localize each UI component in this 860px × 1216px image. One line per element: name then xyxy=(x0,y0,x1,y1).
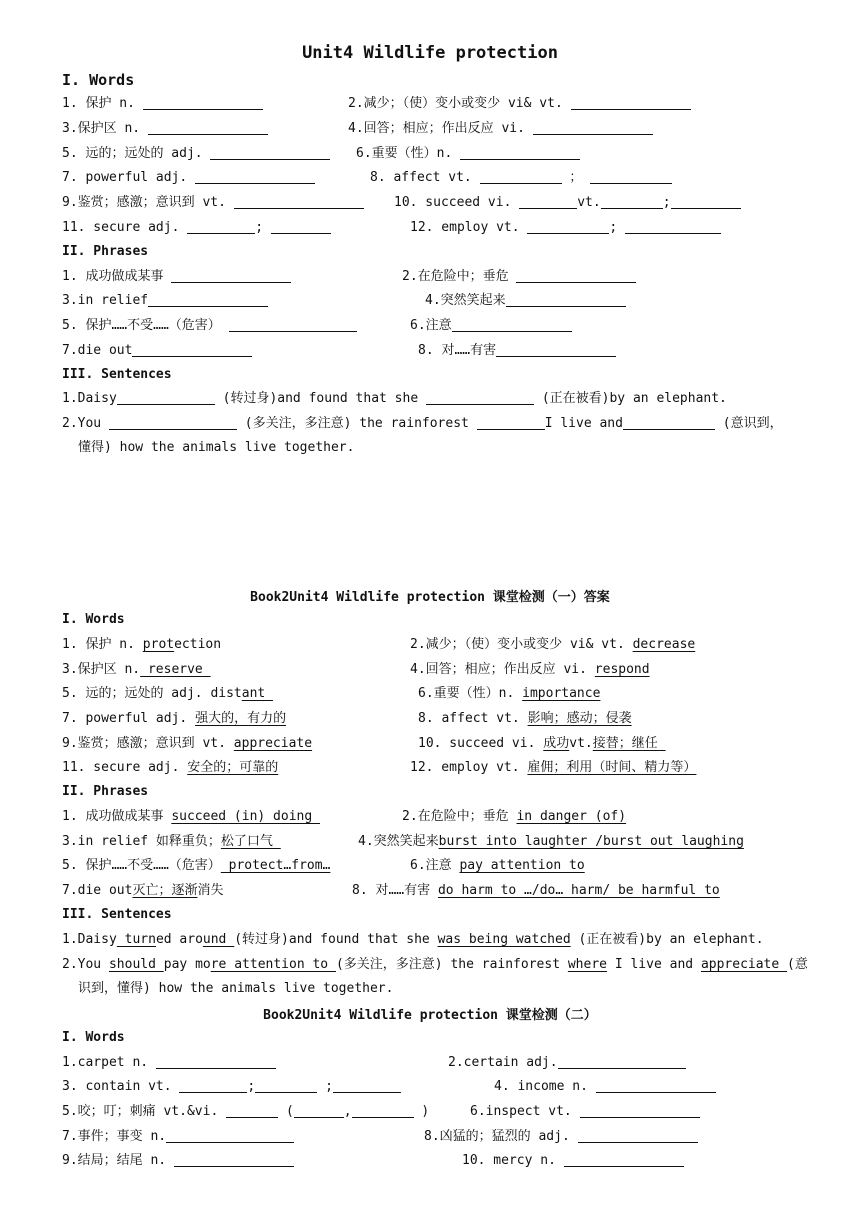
word-item-10: 10. succeed vi. vt. ; xyxy=(394,193,741,213)
answer-phrase-1: 1. 成功做成某事 succeed (in) doing xyxy=(62,809,321,824)
answer-blank[interactable] xyxy=(571,95,691,110)
part2-words-heading: I. Words xyxy=(62,1030,125,1045)
answer-word-11: 11. secure adj. 安全的；可靠的 xyxy=(62,760,279,775)
answer-word-7: 7. powerful adj. 强大的，有力的 xyxy=(62,711,287,726)
answer-blank[interactable] xyxy=(623,415,715,430)
answer-blank[interactable] xyxy=(255,1078,317,1093)
answer-blank[interactable] xyxy=(460,145,580,160)
answer-blank[interactable] xyxy=(352,1103,414,1118)
word-item-8: 8. affect vt. ； xyxy=(370,168,672,188)
answer-blank[interactable] xyxy=(179,1078,247,1093)
answer-blank[interactable] xyxy=(580,1103,700,1118)
part2-word-8: 8.凶猛的；猛烈的 adj. xyxy=(424,1127,698,1147)
phrase-item-4: 4.突然笑起来 xyxy=(425,291,626,311)
word-item-7: 7. powerful adj. xyxy=(62,168,315,188)
answer-blank[interactable] xyxy=(132,342,252,357)
phrase-item-8: 8. 对……有害 xyxy=(418,341,616,361)
part2-word-7: 7.事件；事变 n. xyxy=(62,1127,294,1147)
answer-blank[interactable] xyxy=(625,219,721,234)
word-item-3: 3.保护区 n. xyxy=(62,119,268,139)
phrase-item-2: 2.在危险中；垂危 xyxy=(402,267,636,287)
answer-word-1: 1. 保护 n. protection xyxy=(62,637,222,652)
answer-sentence-2-continued: 识到，懂得) how the animals live together. xyxy=(78,981,394,996)
answer-blank[interactable] xyxy=(564,1152,684,1167)
answer-blank[interactable] xyxy=(171,268,291,283)
answer-blank[interactable] xyxy=(148,292,268,307)
answer-phrase-2: 2.在危险中；垂危 in danger (of) xyxy=(402,809,627,824)
answers-sentences-heading: III. Sentences xyxy=(62,907,172,922)
answer-blank[interactable] xyxy=(229,317,357,332)
answer-blank[interactable] xyxy=(174,1152,294,1167)
answer-phrase-6: 6.注意 pay attention to xyxy=(410,858,585,873)
part2-heading: Book2Unit4 Wildlife protection 课堂检测（二） xyxy=(263,1008,597,1023)
answer-blank[interactable] xyxy=(148,120,268,135)
answer-blank[interactable] xyxy=(533,120,653,135)
answer-word-3: 3.保护区 n. reserve xyxy=(62,662,211,677)
word-item-11: 11. secure adj. ; xyxy=(62,218,331,238)
part2-word-2: 2.certain adj. xyxy=(448,1053,686,1073)
answer-blank[interactable] xyxy=(294,1103,344,1118)
answer-blank[interactable] xyxy=(496,342,616,357)
word-item-4: 4.回答；相应；作出反应 vi. xyxy=(348,119,653,139)
answer-blank[interactable] xyxy=(195,169,315,184)
answer-blank[interactable] xyxy=(590,169,672,184)
answer-sentence-2: 2.You should pay more attention to (多关注，多注意) the rainforest where I live and appreciate (意 xyxy=(62,957,808,972)
answer-word-2: 2.减少；（使）变小或变少 vi& vt. decrease xyxy=(410,637,696,652)
answer-blank[interactable] xyxy=(226,1103,278,1118)
answer-blank[interactable] xyxy=(671,194,741,209)
answer-blank[interactable] xyxy=(452,317,572,332)
answer-word-8: 8. affect vt. 影响；感动；侵袭 xyxy=(418,711,632,726)
answer-phrase-5: 5. 保护……不受……（危害） protect…from… xyxy=(62,858,331,873)
word-item-12: 12. employ vt. ; xyxy=(410,218,721,238)
answers-phrases-heading: II. Phrases xyxy=(62,784,149,799)
answers-heading: Book2Unit4 Wildlife protection 课堂检测（一）答案 xyxy=(250,590,610,605)
answer-blank[interactable] xyxy=(271,219,331,234)
answer-word-5: 5. 远的；远处的 adj. distant xyxy=(62,686,274,701)
word-item-5: 5. 远的；远处的 adj. xyxy=(62,144,330,164)
word-item-2: 2.减少；（使）变小或变少 vi& vt. xyxy=(348,94,691,114)
answer-blank[interactable] xyxy=(516,268,636,283)
answer-blank[interactable] xyxy=(156,1054,276,1069)
answer-blank[interactable] xyxy=(527,219,609,234)
answer-blank[interactable] xyxy=(480,169,562,184)
answer-blank[interactable] xyxy=(601,194,663,209)
sentence-item-1: 1.Daisy (转过身)and found that she (正在被看)by an elephant. xyxy=(62,391,727,406)
part2-word-4: 4. income n. xyxy=(494,1077,716,1097)
section-phrases-heading: II. Phrases xyxy=(62,244,149,259)
phrase-item-7: 7.die out xyxy=(62,341,252,361)
answer-blank[interactable] xyxy=(117,390,215,405)
word-item-1: 1. 保护 n. xyxy=(62,94,263,114)
answer-blank[interactable] xyxy=(166,1128,294,1143)
answer-blank[interactable] xyxy=(519,194,577,209)
answer-blank[interactable] xyxy=(143,95,263,110)
answer-word-9: 9.鉴赏；感激；意识到 vt. appreciate xyxy=(62,736,313,751)
part2-word-3: 3. contain vt. ; ; xyxy=(62,1077,401,1097)
phrase-item-5: 5. 保护……不受……（危害） xyxy=(62,316,357,336)
answer-sentence-1: 1.Daisy turned around (转过身)and found that she was being watched (正在被看)by an elephant. xyxy=(62,932,764,947)
part2-word-6: 6.inspect vt. xyxy=(470,1102,700,1122)
answer-phrase-8: 8. 对……有害 do harm to …/do… harm/ be harmful to xyxy=(352,883,720,898)
answer-blank[interactable] xyxy=(596,1078,716,1093)
answer-blank[interactable] xyxy=(234,194,364,209)
answer-blank[interactable] xyxy=(187,219,255,234)
part2-word-5: 5.咬；叮；刺痛 vt.&vi. ( , ) xyxy=(62,1104,430,1119)
answer-phrase-4: 4.突然笑起来burst into laughter /burst out laughing xyxy=(358,834,744,849)
answer-word-4: 4.回答；相应；作出反应 vi. respond xyxy=(410,662,650,677)
page-title: Unit4 Wildlife protection xyxy=(302,43,558,63)
answer-blank[interactable] xyxy=(426,390,534,405)
answer-blank[interactable] xyxy=(109,415,237,430)
answer-blank[interactable] xyxy=(558,1054,686,1069)
answer-word-12: 12. employ vt. 雇佣；利用（时间、精力等） xyxy=(410,760,697,775)
answer-phrase-3: 3.in relief 如释重负；松了口气 xyxy=(62,834,281,849)
part2-word-10: 10. mercy n. xyxy=(462,1151,684,1171)
word-item-9: 9.鉴赏；感激；意识到 vt. xyxy=(62,193,364,213)
answer-blank[interactable] xyxy=(506,292,626,307)
answer-phrase-7: 7.die out灭亡；逐渐消失 xyxy=(62,883,224,898)
answer-blank[interactable] xyxy=(333,1078,401,1093)
section-words-heading: I. Words xyxy=(62,71,135,89)
answer-blank[interactable] xyxy=(210,145,330,160)
phrase-item-1: 1. 成功做成某事 xyxy=(62,267,291,287)
section-sentences-heading: III. Sentences xyxy=(62,367,172,382)
answer-word-6: 6.重要（性）n. importance xyxy=(418,686,601,701)
sentence-item-2-continued: 懂得) how the animals live together. xyxy=(78,440,355,455)
answer-word-10: 10. succeed vi. 成功vt.接替；继任 xyxy=(418,736,666,751)
answer-blank[interactable] xyxy=(477,415,545,430)
answer-blank[interactable] xyxy=(578,1128,698,1143)
word-item-6: 6.重要（性）n. xyxy=(356,144,580,164)
phrase-item-6: 6.注意 xyxy=(410,316,572,336)
part2-word-1: 1.carpet n. xyxy=(62,1053,276,1073)
part2-word-9: 9.结局；结尾 n. xyxy=(62,1151,294,1171)
phrase-item-3: 3.in relief xyxy=(62,291,268,311)
sentence-item-2: 2.You (多关注，多注意) the rainforest I live and (意识到， xyxy=(62,416,783,431)
answers-words-heading: I. Words xyxy=(62,612,125,627)
